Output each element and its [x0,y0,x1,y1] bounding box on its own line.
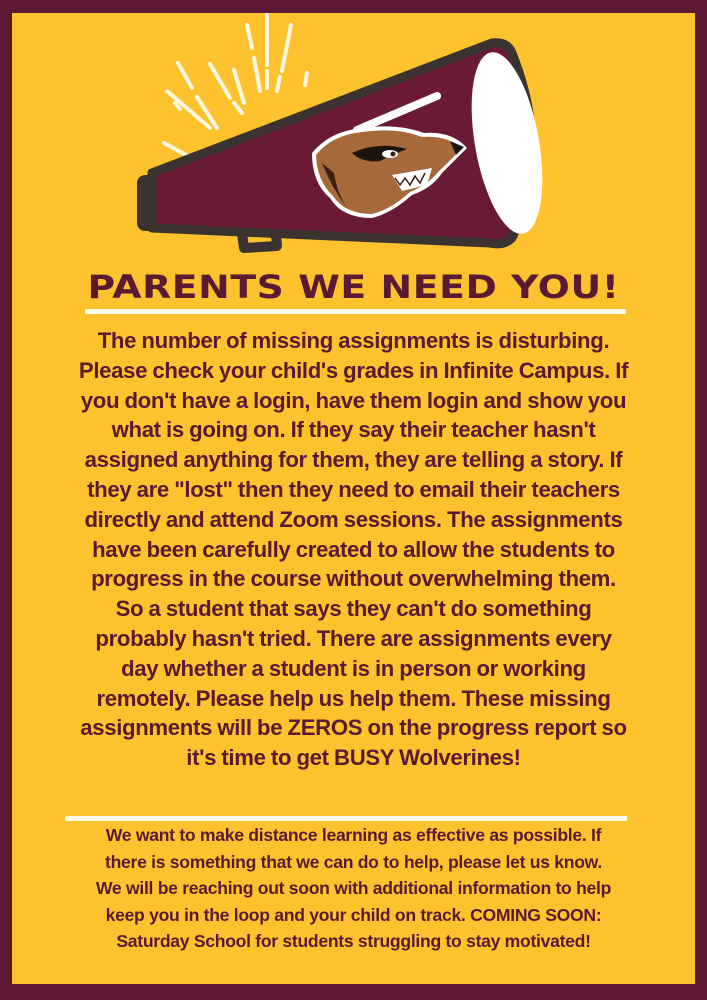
main-message-line: assignments will be ZEROS on the progress report so [80,715,627,741]
main-message-line: So a student that says they can't do something [115,596,592,622]
main-message-line: it's time to get BUSY Wolverines! [186,745,521,771]
footer-message-line: We want to make distance learning as effective as possible. If [105,825,602,845]
main-message-line: Please check your child's grades in Infinite Campus. If [78,357,629,383]
footer-message-line: Saturday School for students struggling to stay motivated! [116,931,591,951]
main-message-line: assigned anything for them, they are telling a story. If [84,447,623,473]
megaphone-icon [12,13,695,263]
main-message-line: directly and attend Zoom sessions. The assignments [84,506,623,532]
divider-top [85,309,626,314]
main-message-line: progress in the course without overwhelming them. [91,566,616,592]
main-message-line: you don't have a login, have them login and show you [80,387,627,413]
megaphone-mouthpiece-icon [137,175,155,231]
main-message-line: they are "lost" then they need to email their teachers [87,476,620,502]
footer-message-line: keep you in the loop and your child on track. COMING SOON: [105,904,602,925]
main-message [26,326,681,773]
main-message-line: The number of missing assignments is disturbing. [97,328,610,353]
flyer-poster [12,13,695,984]
main-message-line: probably hasn't tried. There are assignments every [95,625,612,651]
divider-bottom [65,816,627,821]
footer-message-line: We will be reaching out soon with additional information to help [95,878,612,898]
footer-message [26,822,681,955]
main-message-line: remotely. Please help us help them. These missing [96,685,611,711]
footer-message-line: there is something that we can do to help, please let us know. [105,851,602,872]
page-title: PARENTS WE NEED YOU! [87,268,620,306]
main-message-line: what is going on. If they say their teacher hasn't [111,417,596,443]
main-message-line: day whether a student is in person or working [121,655,586,681]
main-message-line: have been carefully created to allow the students to [92,536,615,562]
